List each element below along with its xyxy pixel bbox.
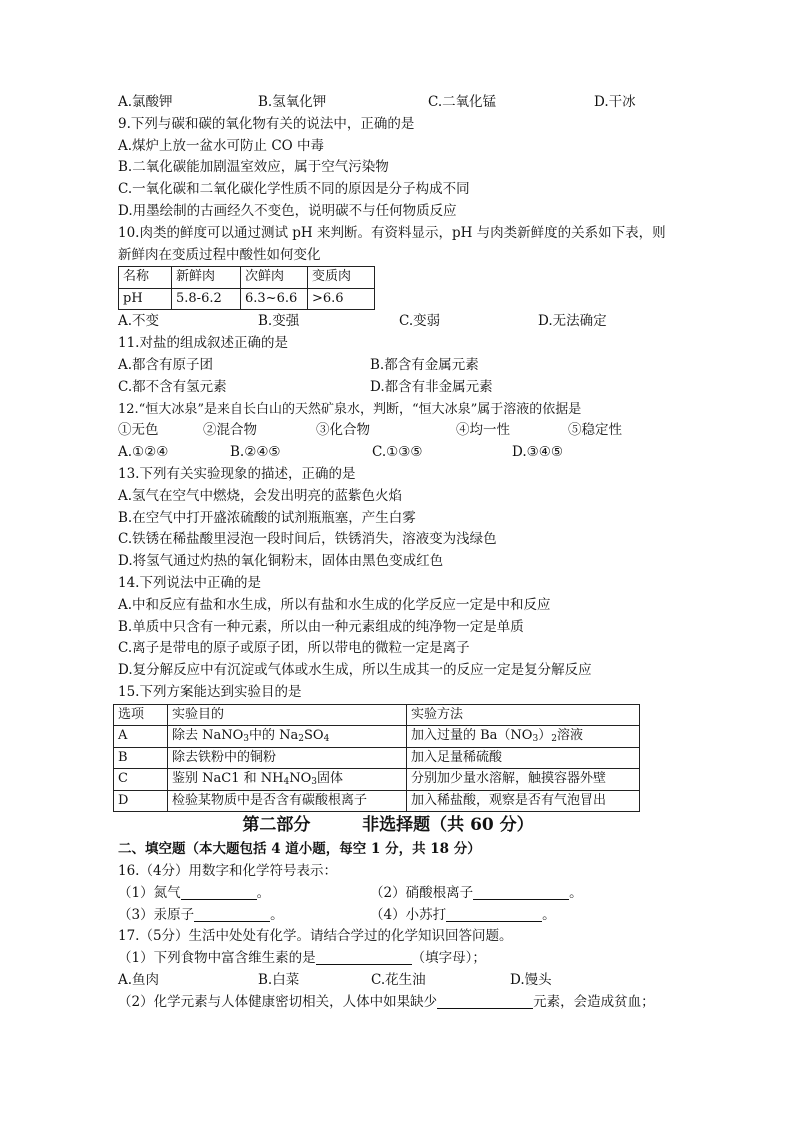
table-cell: >6.6 — [308, 288, 375, 310]
table-cell — [168, 726, 407, 748]
subscript: 3 — [532, 734, 539, 745]
q17-option-b: B.白菜 — [258, 972, 300, 988]
subscript: 2 — [551, 734, 557, 745]
q17-stem: 17.（5分）生活中处处有化学。请结合学过的化学知识回答问题。 — [118, 928, 513, 945]
q16-part1 — [118, 883, 270, 905]
subscript: 3 — [311, 777, 317, 788]
q17-option-a: A.鱼肉 — [118, 972, 160, 988]
q16-part1-label: （1）氮气 — [118, 884, 181, 901]
q12-option-b: B.②④⑤ — [230, 444, 281, 461]
table-cell: 新鲜肉 — [172, 267, 241, 289]
q12-item-4: ④均一性 — [456, 422, 510, 439]
subscript: 2 — [298, 734, 305, 745]
q13-option-b: B.在空气中打开盛浓硫酸的试剂瓶瓶塞，产生白雾 — [118, 509, 416, 526]
q14-option-b: B.单质中只含有一种元素，所以由一种元素组成的纯净物一定是单质 — [118, 618, 524, 635]
q16-part3-label: （3）汞原子 — [118, 906, 195, 923]
answer-blank[interactable] — [194, 907, 270, 922]
q17-option-c: C.花生油 — [371, 972, 426, 988]
q10-stem-line1: 10.肉类的鲜度可以通过测试 pH 来判断。有资料显示，pH 与肉类新鲜度的关系如下表，则 — [118, 224, 666, 241]
q10-stem-line2: 新鲜肉在变质过程中酸性如何变化 — [118, 246, 321, 263]
formula-text: 中的 Na — [249, 728, 299, 744]
formula-text: 除去 NaNO — [172, 728, 244, 744]
q16-row2 — [118, 905, 678, 927]
q11-options-ab — [118, 355, 678, 377]
table-cell: 除去铁粉中的铜粉 — [168, 747, 407, 769]
q12-item-2: ②混合物 — [203, 422, 257, 439]
table-cell: 次鲜肉 — [241, 267, 308, 289]
q16-stem: 16.（4分）用数字和化学符号表示： — [118, 863, 338, 880]
answer-blank[interactable] — [473, 885, 569, 900]
q9-option-a: A.煤炉上放一盆水可防止 CO 中毒 — [118, 137, 325, 154]
table-header-cell: 选项 — [114, 704, 168, 726]
subscript: 4 — [323, 734, 330, 745]
period: 。 — [542, 906, 556, 923]
table-header-cell: 实验方法 — [407, 704, 640, 726]
q9-stem: 9.下列与碳和碳的氧化物有关的说法中，正确的是 — [118, 115, 415, 132]
period: 。 — [270, 906, 284, 923]
q16-part3 — [118, 905, 284, 927]
q17-part1-suffix: （填字母）； — [411, 950, 486, 967]
table-cell: A — [114, 726, 168, 748]
q11-stem: 11.对盐的组成叙述正确的是 — [118, 335, 288, 352]
section2-heading: 二、填空题（本大题包括 4 道小题，每空 1 分，共 18 分） — [118, 841, 481, 858]
table-header-cell: 实验目的 — [168, 704, 407, 726]
q13-option-c: C.铁锈在稀盐酸里浸泡一段时间后，铁锈消失，溶液变为浅绿色 — [118, 531, 497, 548]
answer-blank[interactable] — [446, 907, 542, 922]
q13-option-d: D.将氢气通过灼热的氧化铜粉末，固体由黑色变成红色 — [118, 553, 444, 570]
table-cell: pH — [119, 288, 172, 310]
subscript: 3 — [243, 734, 250, 745]
q14-stem: 14.下列说法中正确的是 — [118, 574, 261, 591]
q12-option-d: D.③④⑤ — [512, 444, 563, 461]
q17-part1 — [118, 948, 678, 970]
part2-heading — [98, 812, 678, 839]
answer-blank[interactable] — [437, 994, 533, 1009]
q17-options — [118, 970, 678, 992]
q16-row1 — [118, 883, 678, 905]
q11-option-a: A.都含有原子团 — [118, 356, 214, 373]
table-cell: 6.3~6.6 — [241, 288, 308, 310]
formula-text: 溶液 — [556, 728, 583, 744]
q12-item-5: ⑤稳定性 — [568, 422, 622, 439]
table-cell: 5.8-6.2 — [172, 288, 241, 310]
q11-options-cd — [118, 377, 678, 399]
q16-part4 — [370, 905, 556, 927]
q8-option-d: D.干冰 — [594, 94, 636, 110]
q11-option-b: B.都含有金属元素 — [370, 356, 479, 373]
period: 。 — [569, 884, 583, 901]
period: 。 — [256, 884, 271, 901]
q8-option-a: A.氯酸钾 — [118, 94, 173, 110]
q13-stem: 13.下列有关实验现象的描述，正确的是 — [118, 465, 356, 482]
q12-items — [118, 420, 678, 442]
part2-label: 第二部分 — [242, 815, 311, 836]
answer-blank[interactable] — [316, 950, 412, 965]
q9-option-c: C.一氧化碳和二氧化碳化学性质不同的原因是分子构成不同 — [118, 181, 470, 198]
q8-option-c: C.二氧化锰 — [428, 94, 497, 110]
subscript: 4 — [283, 777, 290, 788]
q17-part2-text: （2）化学元素与人体健康密切相关，人体中如果缺少 — [118, 993, 438, 1010]
q13-option-a: A.氢气在空气中燃烧，会发出明亮的蓝紫色火焰 — [118, 487, 403, 504]
exam-page — [118, 92, 678, 1014]
q17-option-d: D.馒头 — [510, 972, 552, 988]
table-cell: 分别加少量水溶解，触摸容器外壁 — [407, 769, 640, 791]
table-cell: 加入稀盐酸，观察是否有气泡冒出 — [407, 790, 640, 812]
q14-option-c: C.离子是带电的原子或原子团，所以带电的微粒一定是离子 — [118, 640, 470, 657]
table-row — [119, 288, 375, 310]
q12-stem: 12.“恒大冰泉”是来自长白山的天然矿泉水，判断，“恒大冰泉”属于溶液的依据是 — [118, 401, 582, 417]
q12-option-a: A.①②④ — [118, 444, 169, 461]
formula-text: 固体 — [316, 771, 343, 787]
table-cell — [407, 726, 640, 748]
table-cell: 加入足量稀硫酸 — [407, 747, 640, 769]
q15-stem: 15.下列方案能达到实验目的是 — [118, 683, 302, 700]
table-cell — [168, 769, 407, 791]
formula-text: ） — [538, 728, 552, 744]
q16-part4-label: （4）小苏打 — [370, 906, 447, 923]
q14-option-a: A.中和反应有盐和水生成，所以有盐和水生成的化学反应一定是中和反应 — [118, 596, 551, 613]
table-row — [114, 747, 640, 769]
table-row — [114, 726, 640, 748]
q8-option-b: B.氢氧化钾 — [258, 94, 327, 110]
formula-text: 加入过量的 Ba（NO — [411, 728, 533, 744]
formula-text: 鉴别 NaC1 和 NH — [172, 771, 284, 787]
q17-part2 — [118, 992, 678, 1014]
q12-option-c: C.①③⑤ — [372, 444, 423, 461]
table-cell: C — [114, 769, 168, 791]
formula-text: NO — [289, 771, 312, 787]
table-cell: 名称 — [119, 267, 172, 289]
table-cell: B — [114, 747, 168, 769]
answer-blank[interactable] — [181, 885, 257, 900]
table-cell: 检验某物质中是否含有碳酸根离子 — [168, 790, 407, 812]
q10-option-c: C.变弱 — [399, 313, 441, 330]
q16-part2-label: （2）硝酸根离子 — [370, 884, 474, 901]
table-row — [114, 790, 640, 812]
q16-part2 — [370, 883, 583, 905]
q12-item-1: ①无色 — [118, 422, 159, 439]
table-row — [114, 704, 640, 726]
q11-option-c: C.都不含有氢元素 — [118, 378, 227, 395]
q10-option-b: B.变强 — [258, 313, 300, 330]
q10-option-d: D.无法确定 — [538, 313, 607, 330]
part2-title: 非选择题（共 60 分） — [362, 815, 534, 836]
q12-item-3: ③化合物 — [316, 422, 370, 439]
q12-options — [118, 442, 678, 464]
table-cell: D — [114, 790, 168, 812]
q17-part2-suffix: 元素，会造成贫血； — [533, 993, 655, 1010]
q17-part1-text: （1）下列食物中富含维生素的是 — [118, 950, 316, 967]
table-row — [119, 267, 375, 289]
q10-option-a: A.不变 — [118, 313, 160, 330]
q10-options — [118, 311, 678, 333]
q9-option-b: B.二氧化碳能加剧温室效应，属于空气污染物 — [118, 159, 389, 176]
q8-options — [118, 92, 678, 114]
table-row — [114, 769, 640, 791]
q15-experiment-table — [113, 704, 640, 813]
formula-text: SO — [304, 728, 324, 744]
q10-ph-table — [118, 266, 375, 310]
q14-option-d: D.复分解反应中有沉淀或气体或水生成，所以生成其一的反应一定是复分解反应 — [118, 662, 592, 679]
q9-option-d: D.用墨绘制的古画经久不变色，说明碳不与任何物质反应 — [118, 202, 457, 219]
q11-option-d: D.都含有非金属元素 — [370, 378, 493, 395]
table-cell: 变质肉 — [308, 267, 375, 289]
